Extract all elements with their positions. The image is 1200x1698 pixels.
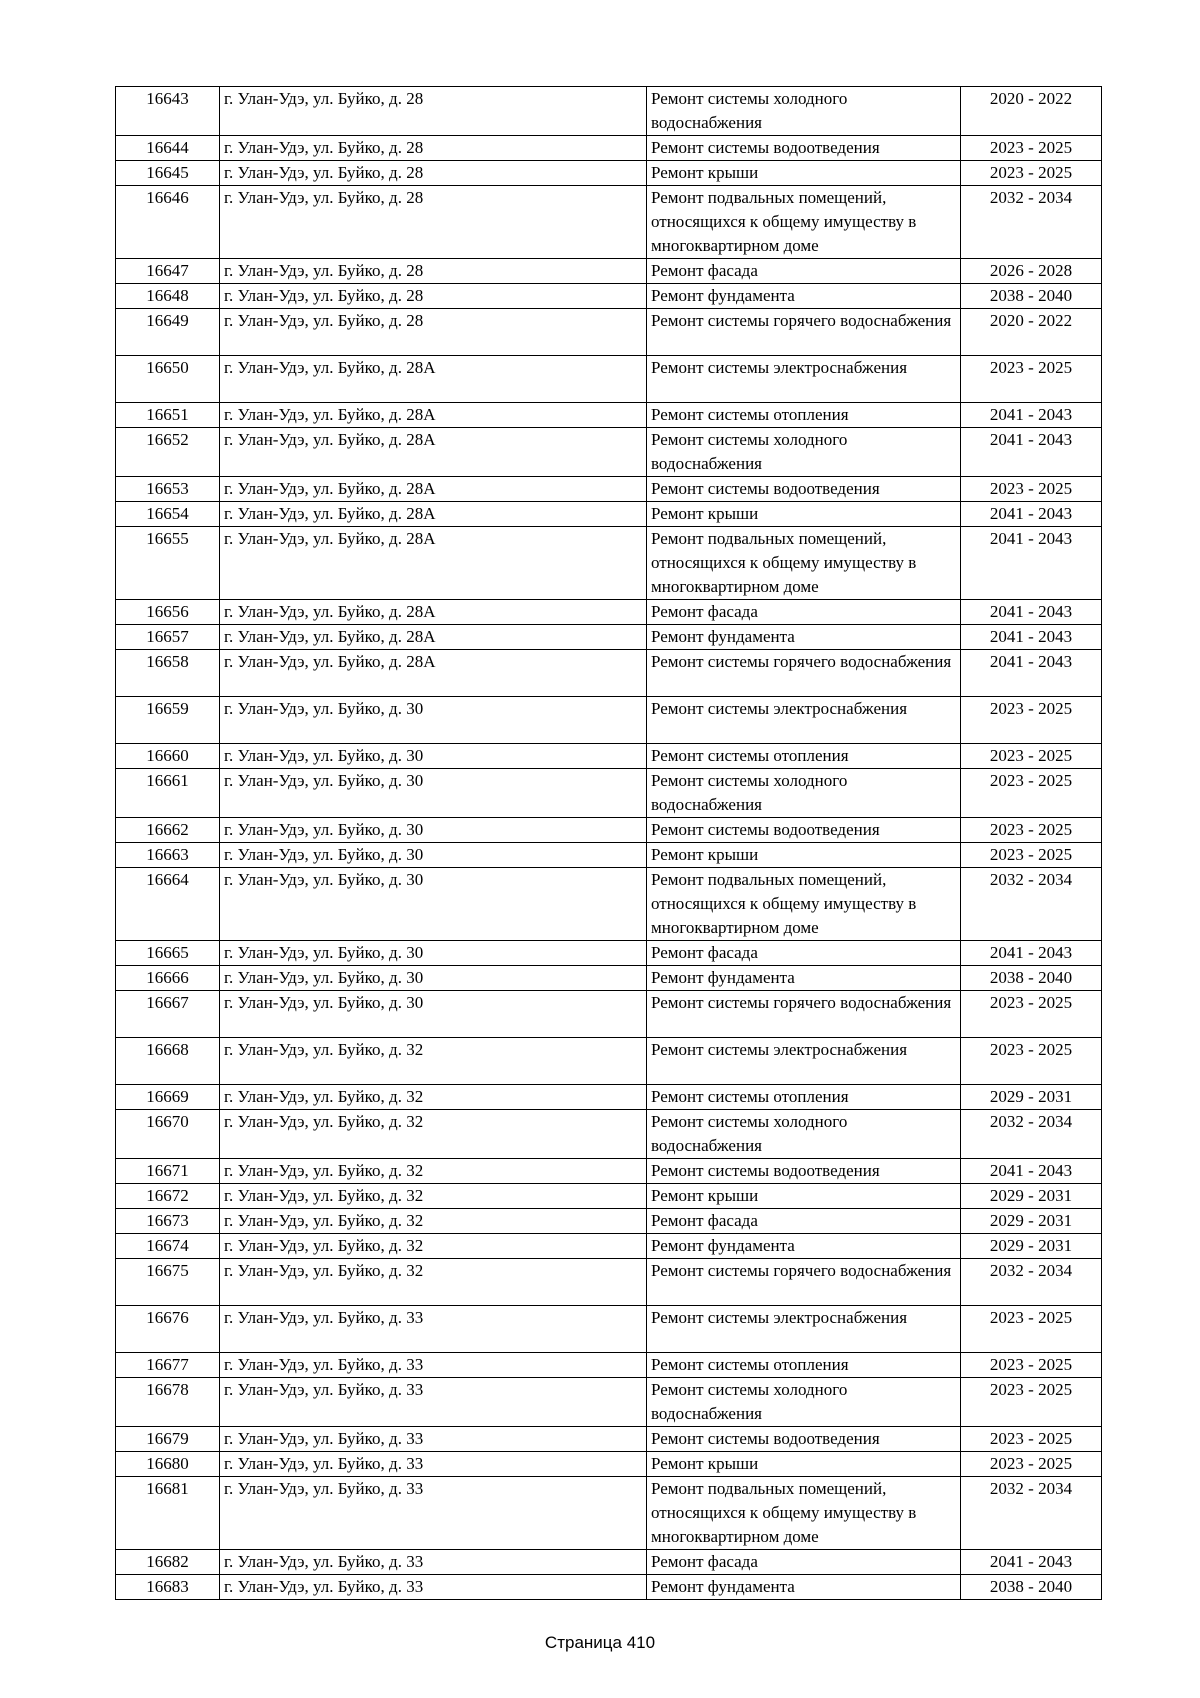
row-period: 2023 - 2025: [961, 1306, 1102, 1353]
row-period: 2041 - 2043: [961, 1159, 1102, 1184]
table-row: [116, 868, 1102, 941]
row-work-type: Ремонт системы отопления: [647, 1085, 961, 1110]
row-work-type: Ремонт системы электроснабжения: [647, 1306, 961, 1353]
row-address: г. Улан-Удэ, ул. Буйко, д. 32: [220, 1110, 647, 1159]
row-work-type: Ремонт системы электроснабжения: [647, 356, 961, 403]
row-number: 16678: [116, 1378, 220, 1427]
table-row: [116, 991, 1102, 1038]
row-work-type: Ремонт крыши: [647, 843, 961, 868]
row-number: 16644: [116, 136, 220, 161]
row-number: 16646: [116, 186, 220, 259]
row-work-type: Ремонт фасада: [647, 259, 961, 284]
row-address: г. Улан-Удэ, ул. Буйко, д. 28А: [220, 502, 647, 527]
table-row: [116, 1452, 1102, 1477]
row-address: г. Улан-Удэ, ул. Буйко, д. 32: [220, 1159, 647, 1184]
table-row: [116, 477, 1102, 502]
row-number: 16659: [116, 697, 220, 744]
row-work-type: Ремонт крыши: [647, 1452, 961, 1477]
row-address: г. Улан-Удэ, ул. Буйко, д. 28А: [220, 527, 647, 600]
table-row: [116, 527, 1102, 600]
row-period: 2023 - 2025: [961, 1427, 1102, 1452]
row-work-type: Ремонт фундамента: [647, 1234, 961, 1259]
table-row: [116, 697, 1102, 744]
row-work-type: Ремонт фундамента: [647, 966, 961, 991]
table-row: [116, 136, 1102, 161]
row-period: 2032 - 2034: [961, 1110, 1102, 1159]
table-row: [116, 966, 1102, 991]
row-address: г. Улан-Удэ, ул. Буйко, д. 30: [220, 991, 647, 1038]
row-number: 16662: [116, 818, 220, 843]
row-work-type: Ремонт фундамента: [647, 625, 961, 650]
row-number: 16682: [116, 1550, 220, 1575]
row-period: 2041 - 2043: [961, 428, 1102, 477]
row-number: 16647: [116, 259, 220, 284]
repair-schedule-table: [115, 86, 1102, 1600]
table-row: [116, 309, 1102, 356]
table-row: [116, 1306, 1102, 1353]
row-address: г. Улан-Удэ, ул. Буйко, д. 33: [220, 1550, 647, 1575]
row-period: 2029 - 2031: [961, 1209, 1102, 1234]
row-address: г. Улан-Удэ, ул. Буйко, д. 28: [220, 161, 647, 186]
row-period: 2023 - 2025: [961, 356, 1102, 403]
row-period: 2032 - 2034: [961, 868, 1102, 941]
row-period: 2041 - 2043: [961, 941, 1102, 966]
row-period: 2023 - 2025: [961, 744, 1102, 769]
row-period: 2032 - 2034: [961, 186, 1102, 259]
row-address: г. Улан-Удэ, ул. Буйко, д. 28А: [220, 428, 647, 477]
row-work-type: Ремонт системы горячего водоснабжения: [647, 650, 961, 697]
row-address: г. Улан-Удэ, ул. Буйко, д. 33: [220, 1427, 647, 1452]
row-address: г. Улан-Удэ, ул. Буйко, д. 33: [220, 1477, 647, 1550]
row-address: г. Улан-Удэ, ул. Буйко, д. 28: [220, 136, 647, 161]
row-number: 16680: [116, 1452, 220, 1477]
table-row: [116, 186, 1102, 259]
table-row: [116, 1110, 1102, 1159]
row-number: 16670: [116, 1110, 220, 1159]
row-address: г. Улан-Удэ, ул. Буйко, д. 33: [220, 1575, 647, 1600]
row-work-type: Ремонт подвальных помещений, относящихся к общему имуществу в многоквартирном доме: [647, 1477, 961, 1550]
row-address: г. Улан-Удэ, ул. Буйко, д. 28: [220, 309, 647, 356]
row-work-type: Ремонт подвальных помещений, относящихся к общему имуществу в многоквартирном доме: [647, 868, 961, 941]
row-work-type: Ремонт системы водоотведения: [647, 477, 961, 502]
row-work-type: Ремонт системы холодного водоснабжения: [647, 87, 961, 136]
row-work-type: Ремонт системы горячего водоснабжения: [647, 309, 961, 356]
table-row: [116, 744, 1102, 769]
row-number: 16668: [116, 1038, 220, 1085]
row-address: г. Улан-Удэ, ул. Буйко, д. 30: [220, 697, 647, 744]
row-address: г. Улан-Удэ, ул. Буйко, д. 28А: [220, 477, 647, 502]
row-period: 2029 - 2031: [961, 1184, 1102, 1209]
row-number: 16679: [116, 1427, 220, 1452]
row-period: 2023 - 2025: [961, 1452, 1102, 1477]
row-number: 16677: [116, 1353, 220, 1378]
row-address: г. Улан-Удэ, ул. Буйко, д. 28А: [220, 650, 647, 697]
row-address: г. Улан-Удэ, ул. Буйко, д. 28: [220, 87, 647, 136]
row-work-type: Ремонт системы горячего водоснабжения: [647, 1259, 961, 1306]
row-address: г. Улан-Удэ, ул. Буйко, д. 32: [220, 1209, 647, 1234]
row-period: 2032 - 2034: [961, 1259, 1102, 1306]
table-row: [116, 1550, 1102, 1575]
row-number: 16661: [116, 769, 220, 818]
row-work-type: Ремонт крыши: [647, 1184, 961, 1209]
row-address: г. Улан-Удэ, ул. Буйко, д. 28: [220, 284, 647, 309]
table-row: [116, 356, 1102, 403]
row-address: г. Улан-Удэ, ул. Буйко, д. 30: [220, 769, 647, 818]
row-period: 2041 - 2043: [961, 502, 1102, 527]
row-address: г. Улан-Удэ, ул. Буйко, д. 30: [220, 868, 647, 941]
row-address: г. Улан-Удэ, ул. Буйко, д. 28А: [220, 403, 647, 428]
row-period: 2026 - 2028: [961, 259, 1102, 284]
row-period: 2029 - 2031: [961, 1085, 1102, 1110]
row-number: 16681: [116, 1477, 220, 1550]
table-row: [116, 941, 1102, 966]
table-row: [116, 259, 1102, 284]
row-work-type: Ремонт системы холодного водоснабжения: [647, 428, 961, 477]
row-number: 16650: [116, 356, 220, 403]
row-work-type: Ремонт системы холодного водоснабжения: [647, 1378, 961, 1427]
table-row: [116, 625, 1102, 650]
row-period: 2041 - 2043: [961, 527, 1102, 600]
row-number: 16655: [116, 527, 220, 600]
row-number: 16656: [116, 600, 220, 625]
row-period: 2020 - 2022: [961, 309, 1102, 356]
row-period: 2023 - 2025: [961, 991, 1102, 1038]
table-row: [116, 1085, 1102, 1110]
table-row: [116, 1159, 1102, 1184]
table-row: [116, 1184, 1102, 1209]
row-address: г. Улан-Удэ, ул. Буйко, д. 32: [220, 1259, 647, 1306]
row-address: г. Улан-Удэ, ул. Буйко, д. 33: [220, 1306, 647, 1353]
row-number: 16665: [116, 941, 220, 966]
row-number: 16663: [116, 843, 220, 868]
row-work-type: Ремонт фундамента: [647, 284, 961, 309]
row-number: 16653: [116, 477, 220, 502]
row-work-type: Ремонт системы отопления: [647, 1353, 961, 1378]
row-work-type: Ремонт фасада: [647, 600, 961, 625]
row-number: 16664: [116, 868, 220, 941]
row-work-type: Ремонт системы холодного водоснабжения: [647, 769, 961, 818]
row-address: г. Улан-Удэ, ул. Буйко, д. 28: [220, 186, 647, 259]
table-row: [116, 403, 1102, 428]
table-row: [116, 1038, 1102, 1085]
row-period: 2023 - 2025: [961, 1378, 1102, 1427]
row-number: 16657: [116, 625, 220, 650]
row-number: 16667: [116, 991, 220, 1038]
row-work-type: Ремонт системы водоотведения: [647, 818, 961, 843]
row-work-type: Ремонт системы электроснабжения: [647, 697, 961, 744]
row-address: г. Улан-Удэ, ул. Буйко, д. 28А: [220, 600, 647, 625]
table-body: [116, 87, 1102, 1600]
row-number: 16666: [116, 966, 220, 991]
row-number: 16672: [116, 1184, 220, 1209]
page-number: Страница 410: [544, 1633, 656, 1652]
row-period: 2023 - 2025: [961, 697, 1102, 744]
row-number: 16643: [116, 87, 220, 136]
row-number: 16660: [116, 744, 220, 769]
row-work-type: Ремонт подвальных помещений, относящихся к общему имуществу в многоквартирном доме: [647, 186, 961, 259]
row-work-type: Ремонт фасада: [647, 1209, 961, 1234]
row-period: 2023 - 2025: [961, 818, 1102, 843]
row-address: г. Улан-Удэ, ул. Буйко, д. 28: [220, 259, 647, 284]
row-work-type: Ремонт фундамента: [647, 1575, 961, 1600]
row-number: 16651: [116, 403, 220, 428]
row-address: г. Улан-Удэ, ул. Буйко, д. 33: [220, 1353, 647, 1378]
row-number: 16652: [116, 428, 220, 477]
table-row: [116, 284, 1102, 309]
row-period: 2023 - 2025: [961, 136, 1102, 161]
row-number: 16654: [116, 502, 220, 527]
row-work-type: Ремонт системы холодного водоснабжения: [647, 1110, 961, 1159]
table-row: [116, 818, 1102, 843]
row-work-type: Ремонт системы горячего водоснабжения: [647, 991, 961, 1038]
row-number: 16683: [116, 1575, 220, 1600]
row-period: 2041 - 2043: [961, 625, 1102, 650]
row-period: 2038 - 2040: [961, 966, 1102, 991]
table-row: [116, 1234, 1102, 1259]
row-address: г. Улан-Удэ, ул. Буйко, д. 33: [220, 1378, 647, 1427]
row-period: 2029 - 2031: [961, 1234, 1102, 1259]
row-period: 2023 - 2025: [961, 1038, 1102, 1085]
row-number: 16669: [116, 1085, 220, 1110]
row-period: 2041 - 2043: [961, 650, 1102, 697]
row-period: 2041 - 2043: [961, 1550, 1102, 1575]
row-period: 2020 - 2022: [961, 87, 1102, 136]
row-work-type: Ремонт подвальных помещений, относящихся к общему имуществу в многоквартирном доме: [647, 527, 961, 600]
row-period: 2023 - 2025: [961, 843, 1102, 868]
row-work-type: Ремонт системы отопления: [647, 744, 961, 769]
row-work-type: Ремонт фасада: [647, 941, 961, 966]
row-address: г. Улан-Удэ, ул. Буйко, д. 33: [220, 1452, 647, 1477]
row-number: 16671: [116, 1159, 220, 1184]
row-period: 2038 - 2040: [961, 1575, 1102, 1600]
row-number: 16648: [116, 284, 220, 309]
table-row: [116, 1259, 1102, 1306]
row-address: г. Улан-Удэ, ул. Буйко, д. 32: [220, 1038, 647, 1085]
row-address: г. Улан-Удэ, ул. Буйко, д. 30: [220, 744, 647, 769]
row-period: 2041 - 2043: [961, 403, 1102, 428]
table-row: [116, 1477, 1102, 1550]
row-work-type: Ремонт системы водоотведения: [647, 1427, 961, 1452]
row-period: 2023 - 2025: [961, 161, 1102, 186]
row-address: г. Улан-Удэ, ул. Буйко, д. 30: [220, 843, 647, 868]
row-period: 2038 - 2040: [961, 284, 1102, 309]
table-row: [116, 1575, 1102, 1600]
row-work-type: Ремонт крыши: [647, 502, 961, 527]
row-address: г. Улан-Удэ, ул. Буйко, д. 30: [220, 818, 647, 843]
row-period: 2023 - 2025: [961, 477, 1102, 502]
table-row: [116, 161, 1102, 186]
table-row: [116, 1209, 1102, 1234]
table-row: [116, 1378, 1102, 1427]
row-work-type: Ремонт системы электроснабжения: [647, 1038, 961, 1085]
table-row: [116, 87, 1102, 136]
table-row: [116, 600, 1102, 625]
row-address: г. Улан-Удэ, ул. Буйко, д. 32: [220, 1184, 647, 1209]
row-address: г. Улан-Удэ, ул. Буйко, д. 28А: [220, 625, 647, 650]
row-address: г. Улан-Удэ, ул. Буйко, д. 32: [220, 1085, 647, 1110]
table-row: [116, 428, 1102, 477]
row-address: г. Улан-Удэ, ул. Буйко, д. 28А: [220, 356, 647, 403]
row-work-type: Ремонт фасада: [647, 1550, 961, 1575]
table-row: [116, 502, 1102, 527]
row-work-type: Ремонт системы отопления: [647, 403, 961, 428]
row-address: г. Улан-Удэ, ул. Буйко, д. 30: [220, 941, 647, 966]
row-work-type: Ремонт крыши: [647, 161, 961, 186]
table-row: [116, 843, 1102, 868]
row-work-type: Ремонт системы водоотведения: [647, 1159, 961, 1184]
row-address: г. Улан-Удэ, ул. Буйко, д. 30: [220, 966, 647, 991]
table-row: [116, 1427, 1102, 1452]
row-address: г. Улан-Удэ, ул. Буйко, д. 32: [220, 1234, 647, 1259]
row-number: 16676: [116, 1306, 220, 1353]
table-row: [116, 650, 1102, 697]
row-period: 2041 - 2043: [961, 600, 1102, 625]
row-work-type: Ремонт системы водоотведения: [647, 136, 961, 161]
row-period: 2032 - 2034: [961, 1477, 1102, 1550]
row-number: 16673: [116, 1209, 220, 1234]
table-row: [116, 1353, 1102, 1378]
row-number: 16649: [116, 309, 220, 356]
table-row: [116, 769, 1102, 818]
row-number: 16675: [116, 1259, 220, 1306]
row-number: 16674: [116, 1234, 220, 1259]
row-number: 16658: [116, 650, 220, 697]
row-period: 2023 - 2025: [961, 769, 1102, 818]
row-period: 2023 - 2025: [961, 1353, 1102, 1378]
row-number: 16645: [116, 161, 220, 186]
